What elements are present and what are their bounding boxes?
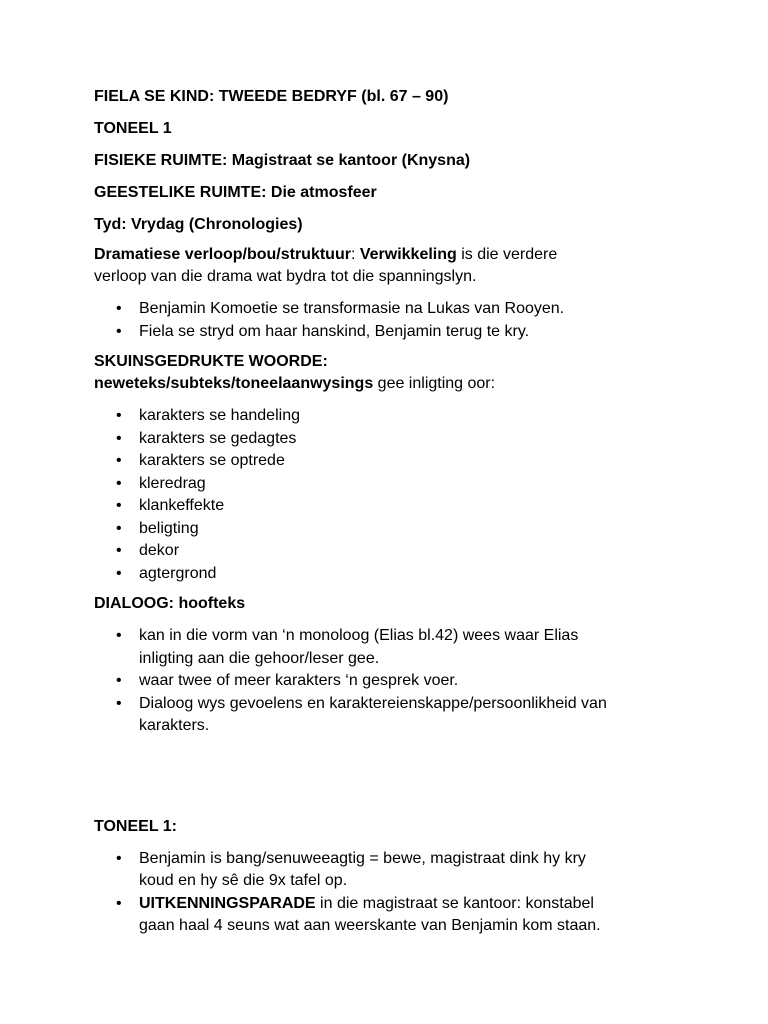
list-item [94,848,694,893]
bullet-icon: • [116,849,122,867]
bullet-icon: • [116,694,122,712]
tyd-line [94,214,694,236]
skuins-list [94,405,694,585]
toneel-heading-text: TONEEL 1 [94,120,172,137]
fisieke-label: FISIEKE RUIMTE: [94,152,228,169]
list-item-text: dekor [139,542,180,559]
list-item-text: gaan haal 4 seuns wat aan weerskante van Benjamin kom staan. [139,917,601,934]
list-item-text: karakters se gedagtes [139,429,297,447]
bullet-icon: • [116,672,122,689]
verloop-list [94,298,694,343]
list-item-text: Benjamin is bang/senuweeagtig = bewe, magistraat dink hy kry [139,849,586,867]
list-item [94,893,694,938]
list-item-text: karakters se handeling [139,407,300,424]
list-item [94,518,694,541]
list-item-text: karakters. [139,717,210,734]
bullet-icon: • [116,474,122,492]
skuins-label: neweteks/subteks/toneelaanwysings [94,375,374,392]
list-item [94,428,694,451]
dramatiese-line2: verloop van die drama wat bydra tot die spanningslyn. [94,268,477,285]
geestelike-label: GEESTELIKE RUIMTE: [94,184,267,201]
document-body [94,86,694,938]
dialoog-list [94,625,694,738]
bullet-icon: • [116,627,122,644]
list-item-text: Benjamin Komoetie se transformasie na Lukas van Rooyen. [139,300,565,317]
skuins-heading: SKUINSGEDRUKTE WOORDE: [94,353,328,370]
bullet-icon: • [116,429,122,447]
list-item-text: Fiela se stryd om haar hanskind, Benjamin terug te kry. [139,322,530,340]
toneel-heading-2 [94,816,694,838]
bullet-icon: • [116,894,122,912]
bullet-icon: • [116,322,122,340]
toneel-heading-2-text: TONEEL 1: [94,817,177,835]
bullet-icon: • [116,407,122,424]
list-item [94,670,694,693]
bullet-icon: • [116,519,122,537]
list-item-text: klankeffekte [139,497,225,514]
toneel-list [94,848,694,938]
list-item [94,540,694,563]
bullet-icon: • [116,542,122,559]
bullet-icon: • [116,452,122,469]
list-item [94,495,694,518]
list-item-text: kleredrag [139,474,206,492]
geestelike-value: Die atmosfeer [266,184,377,201]
list-item-text: in die magistraat se kantoor: konstabel [315,894,594,912]
fisieke-ruimte [94,150,694,172]
list-item [94,625,694,670]
bullet-icon: • [116,300,122,317]
list-item-text: koud en hy sê die 9x tafel op. [139,872,348,889]
tyd-text: Tyd: Vrydag (Chronologies) [94,216,303,233]
list-item [94,563,694,586]
list-item [94,693,694,738]
list-item-text: Dialoog wys gevoelens en karaktereienskappe/persoonlikheid van [139,694,607,712]
doc-title [94,86,694,108]
skuins-section [94,351,694,395]
dialoog-heading-text: DIALOOG: hoofteks [94,595,246,612]
list-item-text: beligting [139,519,199,537]
list-item-text: inligting aan die gehoor/leser gee. [139,649,380,667]
skuins-rest: gee inligting oor: [373,375,496,392]
dramatiese-verloop [94,244,694,288]
bullet-icon: • [116,564,122,582]
bullet-icon: • [116,497,122,514]
list-item-text: waar twee of meer karakters ‘n gesprek voer. [139,672,459,689]
list-item-text: agtergrond [139,564,217,582]
list-item-text: kan in die vorm van ‘n monoloog (Elias bl.42) wees waar Elias [139,627,579,644]
uitkenningsparade-term: UITKENNINGSPARADE [139,894,316,912]
dramatiese-rest: is die verdere [456,246,558,263]
dramatiese-label: Dramatiese verloop/bou/struktuur [94,246,351,263]
list-item-text: karakters se optrede [139,452,285,469]
toneel-heading [94,118,694,140]
list-item [94,473,694,496]
list-item [94,450,694,473]
doc-title-text: FIELA SE KIND: TWEEDE BEDRYF (bl. 67 – 90) [94,88,449,105]
geestelike-ruimte [94,182,694,204]
list-item [94,405,694,428]
list-item [94,298,694,321]
fisieke-value: Magistraat se kantoor (Knysna) [227,152,471,169]
list-item [94,321,694,344]
dramatiese-term: Verwikkeling [359,246,457,263]
dialoog-heading [94,593,694,615]
dramatiese-colon: : [350,246,360,263]
